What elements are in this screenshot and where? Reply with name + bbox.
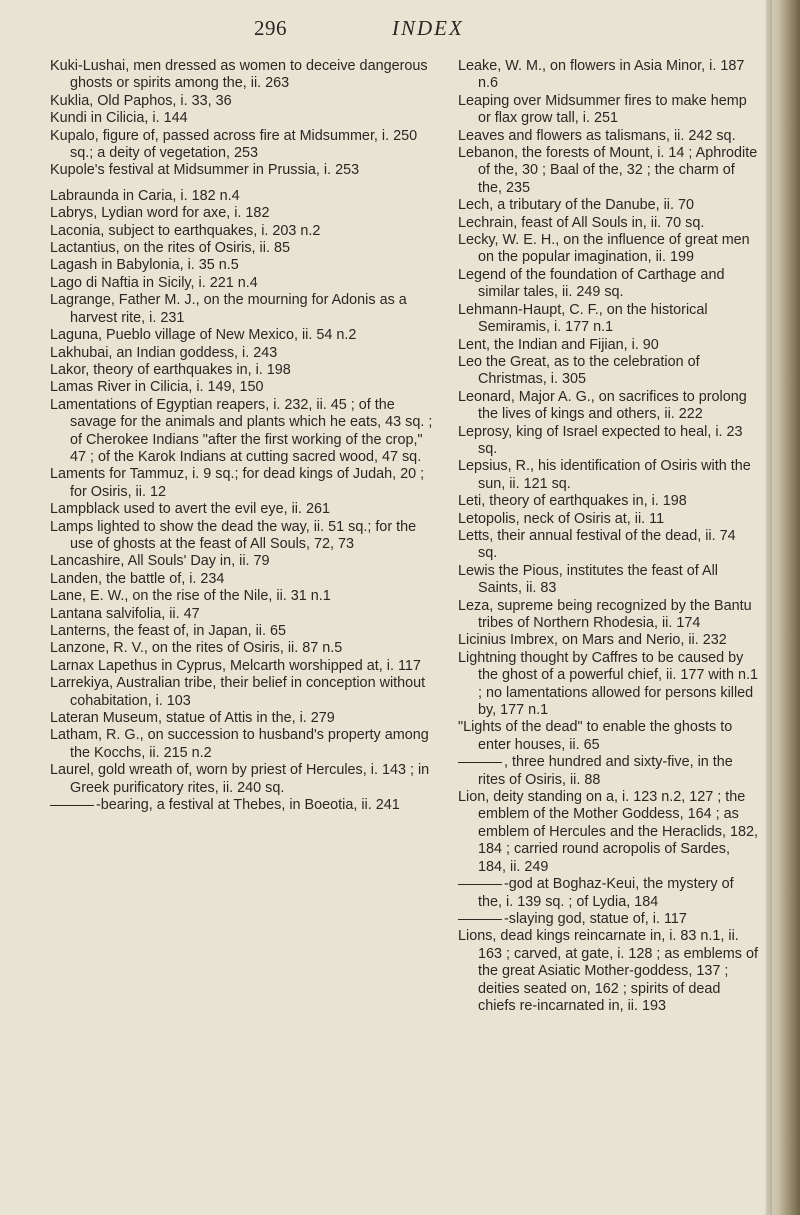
- index-entry: Lecky, W. E. H., on the influence of great men on the popular imagination, ii. 199: [458, 232, 750, 266]
- index-subentry-text: -god at Boghaz-Keui, the mystery of the, i. 139 sq. ; of Lydia, 184: [478, 876, 734, 910]
- index-entry: Latham, R. G., on succession to husband's property among the Kocchs, ii. 215 n.2: [50, 727, 429, 761]
- index-entry: Kuklia, Old Paphos, i. 33, 36: [50, 92, 232, 109]
- index-entry: Laguna, Pueblo village of New Mexico, ii. 54 n.2: [50, 327, 357, 344]
- running-title: INDEX: [392, 16, 464, 40]
- index-entry: Kupole's festival at Midsummer in Prussia, i. 253: [50, 162, 360, 179]
- index-column-right: [458, 58, 758, 1015]
- index-entry: Lamentations of Egyptian reapers, i. 232, ii. 45 ; of the savage for the animals and plants which he eats, 43 sq. ; of Cherokee Indians "after the first working of the crop," 47 ; of the Karok Indians at cutting sacred wood, 47 sq.: [50, 396, 433, 465]
- index-subentry: [50, 797, 435, 814]
- index-entry: Lanterns, the feast of, in Japan, ii. 65: [50, 623, 286, 639]
- index-entry: Lightning thought by Caffres to be caused by the ghost of a powerful chief, ii. 177 with n.1 ; no lamentations allowed for persons killed by, 177 n.1: [458, 649, 758, 719]
- index-entry: Lancashire, All Souls' Day in, ii. 79: [50, 553, 270, 570]
- index-entry: Lakor, theory of earthquakes in, i. 198: [50, 361, 291, 378]
- index-entry: Lechrain, feast of All Souls in, ii. 70 sq.: [458, 214, 705, 231]
- index-entry: Larrekiya, Australian tribe, their belief in conception without cohabitation, i. 103: [50, 675, 426, 709]
- index-entry: Letopolis, neck of Osiris at, ii. 11: [458, 510, 665, 527]
- index-entry: Laments for Tammuz, i. 9 sq.; for dead kings of Judah, 20 ; for Osiris, ii. 12: [50, 466, 425, 500]
- index-entry: Laconia, subject to earthquakes, i. 203 n.2: [50, 222, 321, 239]
- index-subentry: [458, 876, 758, 911]
- index-entry: Leake, W. M., on flowers in Asia Minor, i. 187 n.6: [458, 58, 745, 92]
- index-subentry: [458, 754, 758, 789]
- index-entry: Labraunda in Caria, i. 182 n.4: [50, 187, 240, 204]
- ditto-dash: [458, 762, 502, 763]
- index-entry: Kuki-Lushai, men dressed as women to deceive dangerous ghosts or spirits among the, ii. 263: [50, 58, 428, 92]
- page-number: 296: [254, 16, 287, 40]
- index-entry: Legend of the foundation of Carthage and similar tales, ii. 249 sq.: [458, 266, 725, 301]
- index-entry: Lebanon, the forests of Mount, i. 14 ; Aphrodite of the, 30 ; Baal of the, 32 ; the charm of the, 235: [458, 145, 758, 196]
- index-entry: Kundi in Cilicia, i. 144: [50, 110, 188, 127]
- index-subentry-text: -slaying god, statue of, i. 117: [504, 910, 687, 927]
- index-entry: Letts, their annual festival of the dead, ii. 74 sq.: [458, 527, 736, 562]
- index-entry: Leonard, Major A. G., on sacrifices to prolong the lives of kings and others, ii. 222: [458, 388, 747, 423]
- index-entry: Lampblack used to avert the evil eye, ii. 261: [50, 501, 330, 518]
- index-entry: Lantana salvifolia, ii. 47: [50, 605, 200, 622]
- index-entry: Leza, supreme being recognized by the Bantu tribes of Northern Rhodesia, ii. 174: [458, 597, 752, 631]
- index-entry: Lehmann-Haupt, C. F., on the historical Semiramis, i. 177 n.1: [458, 301, 708, 336]
- index-entry: Lagrange, Father M. J., on the mourning for Adonis as a harvest rite, i. 231: [50, 292, 407, 326]
- index-entry: Lactantius, on the rites of Osiris, ii. 85: [50, 240, 290, 257]
- index-entry: Leti, theory of earthquakes in, i. 198: [458, 493, 687, 510]
- index-entry: Licinius Imbrex, on Mars and Nerio, ii. 232: [458, 632, 727, 649]
- index-entry: Larnax Lapethus in Cyprus, Melcarth worshipped at, i. 117: [50, 657, 421, 674]
- index-entry: Lanzone, R. V., on the rites of Osiris, ii. 87 n.5: [50, 640, 343, 657]
- index-entry: Lane, E. W., on the rise of the Nile, ii. 31 n.1: [50, 588, 331, 605]
- index-subentry-text: -bearing, a festival at Thebes, in Boeotia, ii. 241: [96, 797, 400, 814]
- index-entry: Lent, the Indian and Fijian, i. 90: [458, 336, 659, 353]
- index-entry: Leo the Great, as to the celebration of Christmas, i. 305: [458, 353, 700, 388]
- index-entry: Lewis the Pious, institutes the feast of All Saints, ii. 83: [458, 562, 718, 597]
- index-entry: Lech, a tributary of the Danube, ii. 70: [458, 197, 694, 214]
- index-subentry-text: , three hundred and sixty-five, in the rites of Osiris, ii. 88: [478, 754, 733, 788]
- ditto-dash: [50, 805, 94, 806]
- index-entry: Lion, deity standing on a, i. 123 n.2, 127 ; the emblem of the Mother Goddess, 164 ; as emblem of Hercules and the Heraclids, 182, 184 ; carried round acropolis of Sardes, 184, ii. 249: [458, 789, 758, 875]
- index-entry: Leaves and flowers as talismans, ii. 242 sq.: [458, 127, 736, 144]
- index-entry: Lateran Museum, statue of Attis in the, i. 279: [50, 710, 335, 727]
- index-entry: Lamas River in Cilicia, i. 149, 150: [50, 379, 264, 396]
- index-subentry: [458, 911, 758, 928]
- index-entry: Kupalo, figure of, passed across fire at Midsummer, i. 250 sq.; a deity of vegetation, 253: [50, 127, 418, 162]
- index-entry: Leprosy, king of Israel expected to heal, i. 23 sq.: [458, 423, 743, 457]
- index-column-left: [50, 58, 435, 814]
- index-entry: Lakhubai, an Indian goddess, i. 243: [50, 344, 278, 361]
- index-entry: Lepsius, R., his identification of Osiris with the sun, ii. 121 sq.: [458, 458, 751, 492]
- index-entry: Lagash in Babylonia, i. 35 n.5: [50, 257, 239, 274]
- index-entry: Leaping over Midsummer fires to make hemp or flax grow tall, i. 251: [458, 92, 747, 127]
- page-gutter-shadow: [764, 0, 772, 1215]
- index-entry: Landen, the battle of, i. 234: [50, 570, 225, 587]
- ditto-dash: [458, 884, 502, 885]
- index-entry: Labrys, Lydian word for axe, i. 182: [50, 205, 270, 222]
- ditto-dash: [458, 919, 502, 920]
- page-header: [0, 16, 760, 46]
- index-entry: Lions, dead kings reincarnate in, i. 83 n.1, ii. 163 ; carved, at gate, i. 128 ; as emblems of the great Asiatic Mother-goddess, 137 ; deities seated on, 162 ; spirits of dead chiefs re-incarnated in, ii. 193: [458, 928, 758, 1014]
- index-entry: Lamps lighted to show the dead the way, ii. 51 sq.; for the use of ghosts at the feast of All Souls, 72, 73: [50, 518, 417, 552]
- index-entry: Lago di Naftia in Sicily, i. 221 n.4: [50, 274, 258, 291]
- index-entry: "Lights of the dead" to enable the ghosts to enter houses, ii. 65: [458, 719, 733, 753]
- index-entry: Laurel, gold wreath of, worn by priest of Hercules, i. 143 ; in Greek purificatory rites, ii. 240 sq.: [50, 762, 430, 796]
